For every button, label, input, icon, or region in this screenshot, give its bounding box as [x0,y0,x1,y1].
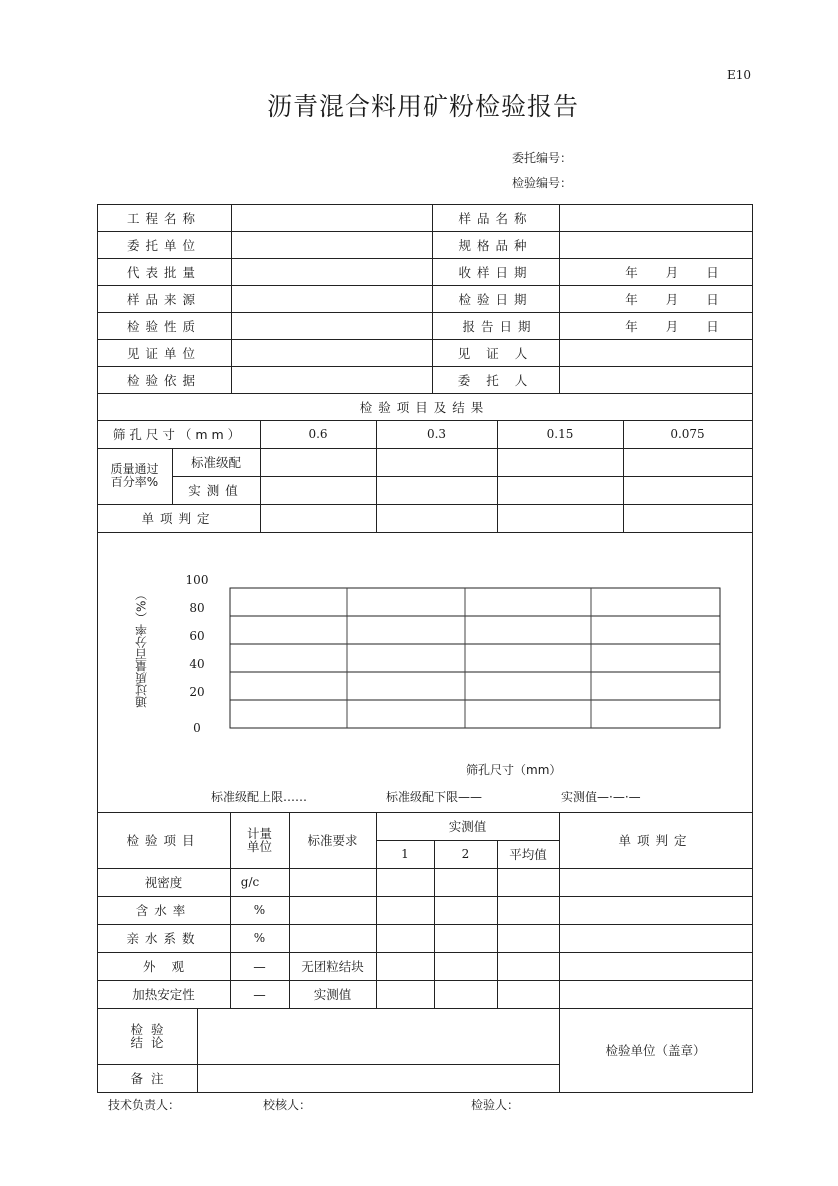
tests-header-m1: 1 [401,847,409,861]
legend-measured: 实测值—·—·— [561,790,641,804]
signature-inspector: 检验人： [471,1098,520,1112]
test-unit-hydrophilic: % [253,931,266,945]
mass-passing-label [97,448,172,504]
test-unit-heat-stability: — [253,986,266,1002]
test-measured-avg-cell[interactable] [498,897,558,923]
chart-y-tick-label: 0 [193,721,201,735]
test-judgement-cell[interactable] [560,953,751,979]
test-item-appearance: 外 观 [143,959,184,974]
standard-grading-2[interactable] [498,449,622,475]
mass-passing-label-line1: 质量通过 [110,462,159,476]
page-title: 沥青混合料用矿粉检验报告 [267,92,580,121]
test-measured-2-cell[interactable] [435,925,496,951]
field-test-nature[interactable] [232,313,431,338]
signature-tech-lead: 技术负责人： [108,1098,181,1112]
field-witness[interactable] [560,340,751,365]
conclusion-label-line2: 结 论 [130,1035,164,1050]
test-no-label: 检验编号： [512,176,573,190]
field-witness-unit[interactable] [232,340,431,365]
label-batch-quantity: 代表批量 [126,264,201,280]
chart-x-axis-label: 筛孔尺寸（mm） [466,763,562,777]
test-measured-avg-cell[interactable] [498,925,558,951]
conclusion-label [97,1008,197,1064]
field-client-unit[interactable] [232,232,431,257]
label-sample-name: 样品名称 [458,210,533,226]
tests-header-unit [230,812,289,868]
test-measured-2-cell[interactable] [435,897,496,923]
test-measured-avg-cell[interactable] [498,869,558,895]
sieve-size-3: 0.075 [670,427,705,441]
test-item-heat-stability: 加热安定性 [132,987,195,1002]
measured-value-3[interactable] [624,477,751,503]
sieve-judgement-1[interactable] [377,505,496,531]
test-requirement-apparent-density[interactable] [290,869,375,895]
field-sample-name[interactable] [560,205,751,230]
field-spec-variety[interactable] [560,232,751,257]
measured-value-0[interactable] [261,477,375,503]
section-title: 检验项目及结果 [359,399,490,415]
sieve-judgement-3[interactable] [624,505,751,531]
tests-header-unit-line1: 计量 [246,826,272,841]
label-client: 委 托 人 [457,372,534,388]
test-unit-moisture: % [253,903,266,917]
label-report-date: 报告日期 [462,318,537,334]
chart-y-tick-label: 40 [189,657,205,671]
stamp-label: 检验单位（盖章） [605,1043,706,1058]
measured-value-1[interactable] [377,477,496,503]
label-witness-unit: 见证单位 [126,345,201,361]
test-requirement-heat-stability: 实测值 [313,987,352,1002]
form-code: E10 [727,68,752,82]
tests-header-measured: 实测值 [448,819,487,834]
field-test-date[interactable]: 年 月 日 [625,291,719,307]
test-item-apparent-density: 视密度 [144,875,183,890]
test-measured-2-cell[interactable] [435,981,496,1007]
test-measured-1-cell[interactable] [377,925,433,951]
conclusion-field[interactable] [198,1009,558,1063]
label-test-basis: 检验依据 [126,372,201,388]
test-unit-apparent-density: g/c [240,875,260,889]
chart-y-tick-label: 20 [189,685,205,699]
sieve-judgement-0[interactable] [261,505,375,531]
test-measured-2-cell[interactable] [435,869,496,895]
test-measured-1-cell[interactable] [377,869,433,895]
field-receive-date[interactable]: 年 月 日 [625,264,719,280]
chart-grid [228,586,724,732]
field-client[interactable] [560,367,751,392]
label-witness: 见 证 人 [457,345,534,361]
label-sample-source: 样品来源 [126,291,201,307]
test-judgement-cell[interactable] [560,869,751,895]
chart-y-tick-label: 100 [185,573,209,587]
label-test-date: 检验日期 [458,291,533,307]
test-item-moisture: 含水率 [135,903,192,918]
mass-passing-label-line2: 百分率% [110,475,159,489]
measured-value-label: 实测值 [188,483,244,498]
remark-label: 备 注 [130,1071,164,1086]
label-client-unit: 委托单位 [126,237,201,253]
field-report-date[interactable]: 年 月 日 [625,318,719,334]
test-requirement-appearance: 无团粒结块 [301,959,364,974]
test-measured-avg-cell[interactable] [498,981,558,1007]
field-project-name[interactable] [232,205,431,230]
test-judgement-cell[interactable] [560,897,751,923]
signature-reviewer: 校核人： [263,1098,312,1112]
standard-grading-label: 标准级配 [190,455,241,470]
measured-value-2[interactable] [498,477,622,503]
test-unit-appearance: — [253,958,266,974]
remark-field[interactable] [198,1065,558,1091]
label-receive-date: 收样日期 [458,264,533,280]
test-measured-1-cell[interactable] [377,897,433,923]
chart-y-tick-label: 60 [189,629,205,643]
conclusion-label-line1: 检 验 [130,1022,164,1037]
field-sample-source[interactable] [232,286,431,311]
test-item-hydrophilic: 亲水系数 [126,931,201,946]
standard-grading-1[interactable] [377,449,496,475]
commission-no-label: 委托编号： [512,151,573,165]
field-test-basis[interactable] [232,367,431,392]
standard-grading-0[interactable] [261,449,375,475]
sieve-judgement-2[interactable] [498,505,622,531]
field-batch-quantity[interactable] [232,259,431,284]
test-judgement-cell[interactable] [560,981,751,1007]
sieve-size-header: 筛孔尺寸（mm） [112,427,245,442]
sieve-size-2: 0.15 [546,427,574,441]
chart-y-axis-label [130,588,152,708]
label-spec-variety: 规格品种 [458,237,533,253]
label-test-nature: 检验性质 [126,318,201,334]
tests-header-judgement: 单项判定 [618,833,693,848]
tests-header-avg: 平均值 [509,847,547,862]
tests-header-m2: 2 [461,847,470,861]
label-project-name: 工程名称 [126,210,201,226]
test-measured-2-cell[interactable] [435,953,496,979]
chart-plot-frame [230,588,720,728]
legend-lower-limit: 标准级配下限—— [386,790,483,804]
test-requirement-moisture[interactable] [290,897,375,923]
test-judgement-cell[interactable] [560,925,751,951]
test-measured-1-cell[interactable] [377,981,433,1007]
chart-y-axis-label-text: 通过质量百分率（%） [134,588,149,708]
chart-y-tick-label: 80 [189,601,205,615]
test-measured-avg-cell[interactable] [498,953,558,979]
test-requirement-hydrophilic[interactable] [290,925,375,951]
tests-header-requirement: 标准要求 [307,833,358,848]
legend-upper-limit: 标准级配上限…… [211,790,308,804]
test-measured-1-cell[interactable] [377,953,433,979]
tests-header-unit-line2: 单位 [246,839,272,854]
sieve-size-0: 0.6 [308,427,328,441]
single-judgement-label: 单项判定 [141,511,216,526]
standard-grading-3[interactable] [624,449,751,475]
sieve-size-1: 0.3 [426,427,447,441]
tests-header-item: 检验项目 [126,833,201,848]
